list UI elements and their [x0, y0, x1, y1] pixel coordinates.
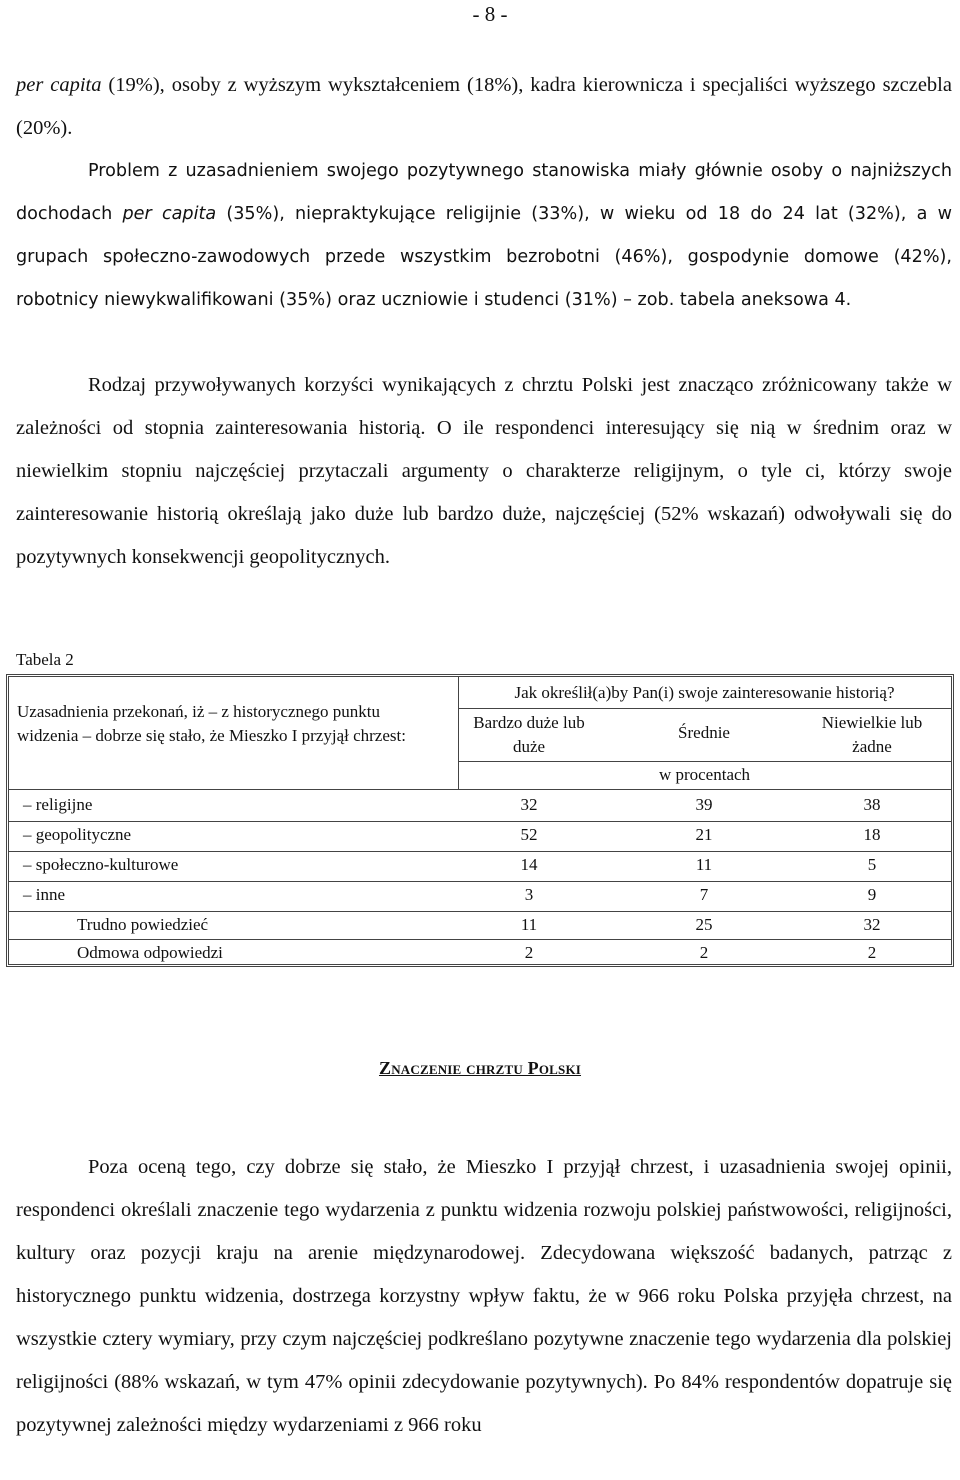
value-cell: 2: [699, 943, 709, 962]
paragraph-text: (35%), niepraktykujące religijnie (33%), w wieku od 18 do 24 lat (32%), a w grupach społeczno-zawodowych przede wszystkim bezrobotni (46%), gospodynie domowe (42%), robotnicy niewykwalifikowani (35%) oraz uczniowie i studenci (31%) – zob. tabela aneksowa 4.: [16, 204, 952, 310]
value-cell: 9: [867, 885, 877, 904]
value-cell: 5: [867, 855, 877, 874]
table-row: [9, 943, 951, 967]
table-row: [9, 915, 951, 939]
table-row: [9, 795, 951, 819]
row-label: – społeczno-kulturowe: [23, 855, 179, 874]
table-divider: [9, 939, 951, 940]
row-label: – inne: [23, 885, 66, 904]
table-divider: [9, 911, 951, 912]
section-heading: Znaczenie chrztu Polski: [378, 1058, 582, 1078]
paragraph-4: Poza oceną tego, czy dobrze się stało, że Mieszko I przyjął chrzest, i uzasadnienia swojej opinii, respondenci określali znaczenie tego wydarzenia z punktu widzenia rozwoju polskiej państwowości, religijności, kultury oraz pozycji kraju na arenie międzynarodowej. Zdecydowana większość badanych, patrząc z historycznego punktu widzenia, dostrzega korzystny wpływ faktu, że w 966 roku Polska przyjęła chrzest, na wszystkie cztery wymiary, przy czym najczęściej podkreślano pozytywne znaczenie tego wydarzenia dla polskiej religijności (88% wskazań, w tym 47% opinii zdecydowanie pozytywnych). Po 84% respondentów dopatruje się pozytywnej zależności między wydarzeniami z 966 roku: [16, 1156, 952, 1436]
value-cell: 32: [863, 915, 881, 934]
table-row: [9, 885, 951, 909]
row-label: Trudno powiedzieć: [77, 915, 209, 934]
page-number: - 8 -: [472, 2, 508, 26]
row-label: – geopolityczne: [23, 825, 132, 844]
paragraph-3: Rodzaj przywoływanych korzyści wynikających z chrztu Polski jest znacząco zróżnicowany także w zależności od stopnia zainteresowania historią. O ile respondenci interesujący się nią w średnim oraz w niewielkim stopniu najczęściej przytaczali argumenty o charakterze religijnym, o tyle ci, którzy swoje zainteresowanie historią określają jako duże lub bardzo duże, najczęściej (52% wskazań) odwoływali się do pozytywnych konsekwencji geopolitycznych.: [16, 374, 952, 568]
value-cell: 11: [695, 855, 713, 874]
table-divider: [9, 881, 951, 882]
row-header: Uzasadnienia przekonań, iż – z historycznego punktu widzenia – dobrze się stało, że Mieszko I przyjął chrzest:: [17, 702, 406, 745]
table-divider: [458, 761, 951, 762]
value-cell: 38: [863, 795, 881, 814]
col-header: Bardzo duże lub duże: [473, 713, 585, 756]
col-header: Średnie: [678, 723, 730, 742]
value-cell: 18: [863, 825, 881, 844]
table-divider: [9, 851, 951, 852]
value-cell: 11: [520, 915, 538, 934]
table-row: [9, 855, 951, 879]
paragraph-text: (19%), osoby z wyższym wykształceniem (18%), kadra kierownicza i specjaliści wyższego szczebla (20%).: [16, 74, 952, 139]
italic-term: per capita: [122, 204, 217, 224]
data-table: [6, 674, 954, 967]
table-caption: Tabela 2: [16, 650, 74, 669]
unit-label: w procentach: [658, 765, 751, 784]
paragraph-1: [16, 64, 952, 150]
col-header: Niewielkie lub żadne: [821, 713, 923, 756]
table-divider: [9, 821, 951, 822]
value-cell: 21: [695, 825, 713, 844]
group-header: Jak określił(a)by Pan(i) swoje zainteresowanie historią?: [514, 683, 895, 702]
value-cell: 14: [520, 855, 538, 874]
italic-term: per capita: [16, 74, 102, 96]
row-label: Odmowa odpowiedzi: [77, 943, 223, 962]
paragraph-text: Problem z uzasadnieniem swojego pozytywnego stanowiska miały głównie osoby o najniższych dochodach: [16, 161, 952, 224]
value-cell: 7: [699, 885, 709, 904]
value-cell: 2: [867, 943, 877, 962]
row-label: – religijne: [23, 795, 93, 814]
value-cell: 25: [695, 915, 713, 934]
table-row: [9, 825, 951, 849]
paragraph-2: [16, 150, 952, 322]
value-cell: 32: [520, 795, 538, 814]
value-cell: 52: [520, 825, 538, 844]
value-cell: 3: [524, 885, 534, 904]
table-divider: [458, 708, 951, 709]
value-cell: 39: [695, 795, 713, 814]
table-divider: [9, 789, 951, 790]
value-cell: 2: [524, 943, 534, 962]
